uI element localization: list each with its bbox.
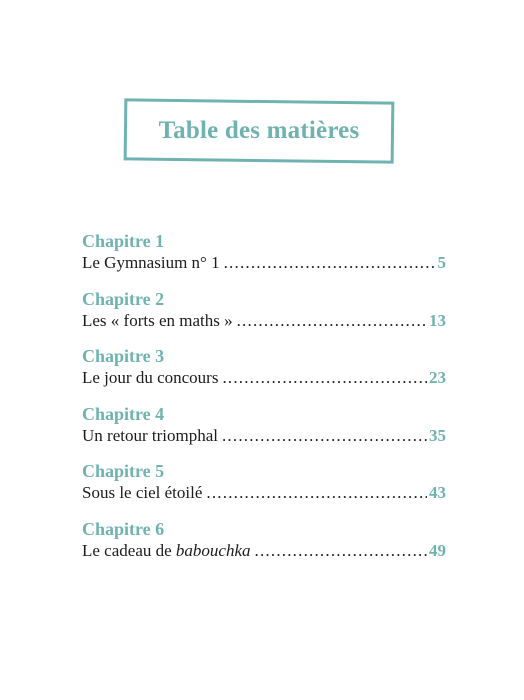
toc-entry[interactable] [82, 310, 446, 332]
chapter-title: Les « forts en maths » [82, 310, 233, 330]
toc-entry[interactable] [82, 252, 446, 274]
chapter-label: Chapitre 5 [82, 461, 165, 481]
toc-chapter-4[interactable] [82, 403, 446, 461]
page-number: 43 [429, 483, 446, 502]
page-number: 5 [437, 253, 446, 272]
page-number: 49 [429, 540, 446, 560]
toc-entry[interactable] [82, 482, 446, 504]
chapter-label: Chapitre 2 [82, 288, 165, 309]
chapter-title: Un retour triomphal [82, 425, 218, 445]
dot-leader [255, 540, 427, 562]
toc-chapter-1[interactable] [82, 230, 446, 288]
chapter-label: Chapitre 4 [82, 403, 165, 424]
toc-chapter-3[interactable] [82, 345, 446, 403]
chapter-title: Le jour du concours [82, 368, 219, 387]
page-number: 13 [429, 310, 446, 330]
table-of-contents [82, 230, 446, 575]
page-number: 23 [429, 368, 446, 387]
toc-entry[interactable] [82, 540, 446, 562]
chapter-label: Chapitre 1 [82, 231, 165, 251]
dot-leader [237, 310, 427, 332]
toc-entry[interactable] [82, 367, 446, 389]
chapter-title: Le Gymnasium n° 1 [82, 253, 220, 272]
dot-leader [222, 367, 427, 389]
toc-chapter-2[interactable] [82, 288, 446, 346]
toc-chapter-5[interactable] [82, 460, 446, 518]
toc-entry[interactable] [82, 425, 446, 447]
dot-leader [222, 425, 427, 447]
chapter-title: Le cadeau de babouchka [82, 540, 251, 560]
chapter-title: Sous le ciel étoilé [82, 483, 203, 502]
page-title: Table des matières [158, 117, 360, 144]
page-number: 35 [429, 425, 446, 445]
chapter-label: Chapitre 6 [82, 518, 165, 539]
toc-chapter-6[interactable] [82, 518, 446, 576]
chapter-label: Chapitre 3 [82, 346, 165, 366]
dot-leader [206, 482, 427, 504]
dot-leader [224, 252, 436, 274]
